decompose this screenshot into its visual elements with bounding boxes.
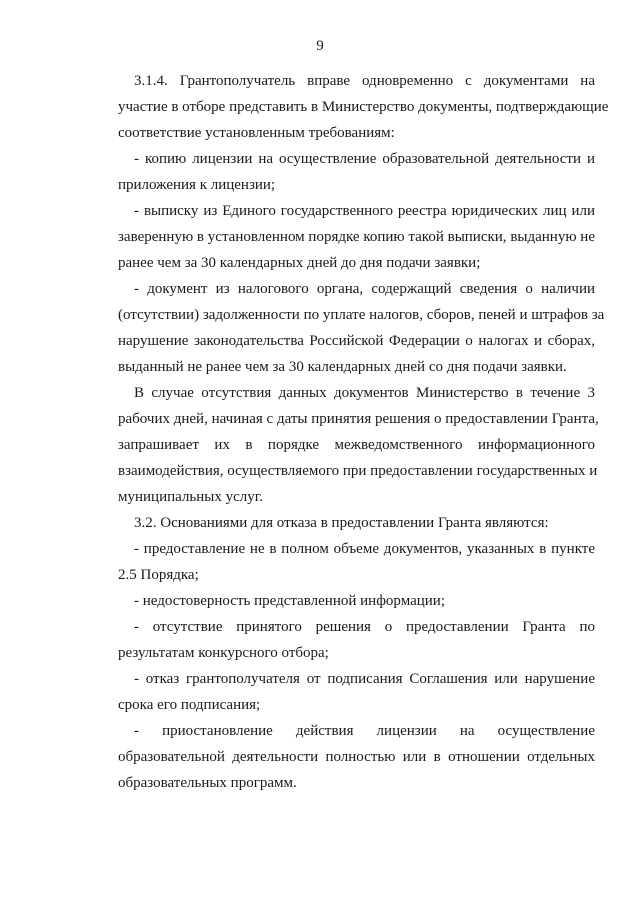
- text-line: - предоставление не в полном объеме документов, указанных в пункте: [134, 541, 595, 557]
- text-line: - копию лицензии на осуществление образовательной деятельности и: [134, 151, 595, 167]
- text-line: участие в отборе представить в Министерство документы, подтверждающие: [118, 99, 609, 115]
- text-line: рабочих дней, начиная с даты принятия решения о предоставлении Гранта,: [118, 411, 599, 427]
- text-line: образовательной деятельности полностью или в отношении отдельных: [118, 749, 595, 765]
- text-line: (отсутствии) задолженности по уплате налогов, сборов, пеней и штрафов за: [118, 307, 605, 323]
- document-body: [118, 68, 609, 796]
- text-line: ранее чем за 30 календарных дней до дня подачи заявки;: [118, 255, 481, 271]
- text-line: запрашивает их в порядке межведомственного информационного: [118, 437, 595, 453]
- text-line: - приостановление действия лицензии на осуществление: [134, 723, 595, 739]
- text-line: заверенную в установленном порядке копию такой выписки, выданную не: [118, 229, 595, 245]
- text-line: образовательных программ.: [118, 775, 297, 791]
- text-line: результатам конкурсного отбора;: [118, 645, 329, 661]
- text-line: выданный не ранее чем за 30 календарных дней со дня подачи заявки.: [118, 359, 567, 375]
- text-line: - документ из налогового органа, содержащий сведения о наличии: [134, 281, 595, 297]
- text-line: 2.5 Порядка;: [118, 567, 199, 583]
- text-line: взаимодействия, осуществляемого при предоставлении государственных и: [118, 463, 598, 479]
- text-line: - недостоверность представленной информации;: [134, 593, 445, 609]
- text-line: нарушение законодательства Российской Федерации о налогах и сборах,: [118, 333, 595, 349]
- text-line: - выписку из Единого государственного реестра юридических лиц или: [134, 203, 595, 219]
- text-line: - отказ грантополучателя от подписания Соглашения или нарушение: [134, 671, 595, 687]
- text-line: В случае отсутствия данных документов Министерство в течение 3: [134, 385, 595, 401]
- text-line: 3.2. Основаниями для отказа в предоставлении Гранта являются:: [134, 515, 549, 531]
- text-line: муниципальных услуг.: [118, 489, 263, 505]
- text-line: приложения к лицензии;: [118, 177, 276, 193]
- text-line: 3.1.4. Грантополучатель вправе одновременно с документами на: [134, 73, 595, 89]
- text-line: - отсутствие принятого решения о предоставлении Гранта по: [134, 619, 595, 635]
- text-line: срока его подписания;: [118, 697, 261, 713]
- page-number: 9: [316, 38, 324, 54]
- text-line: соответствие установленным требованиям:: [118, 125, 395, 141]
